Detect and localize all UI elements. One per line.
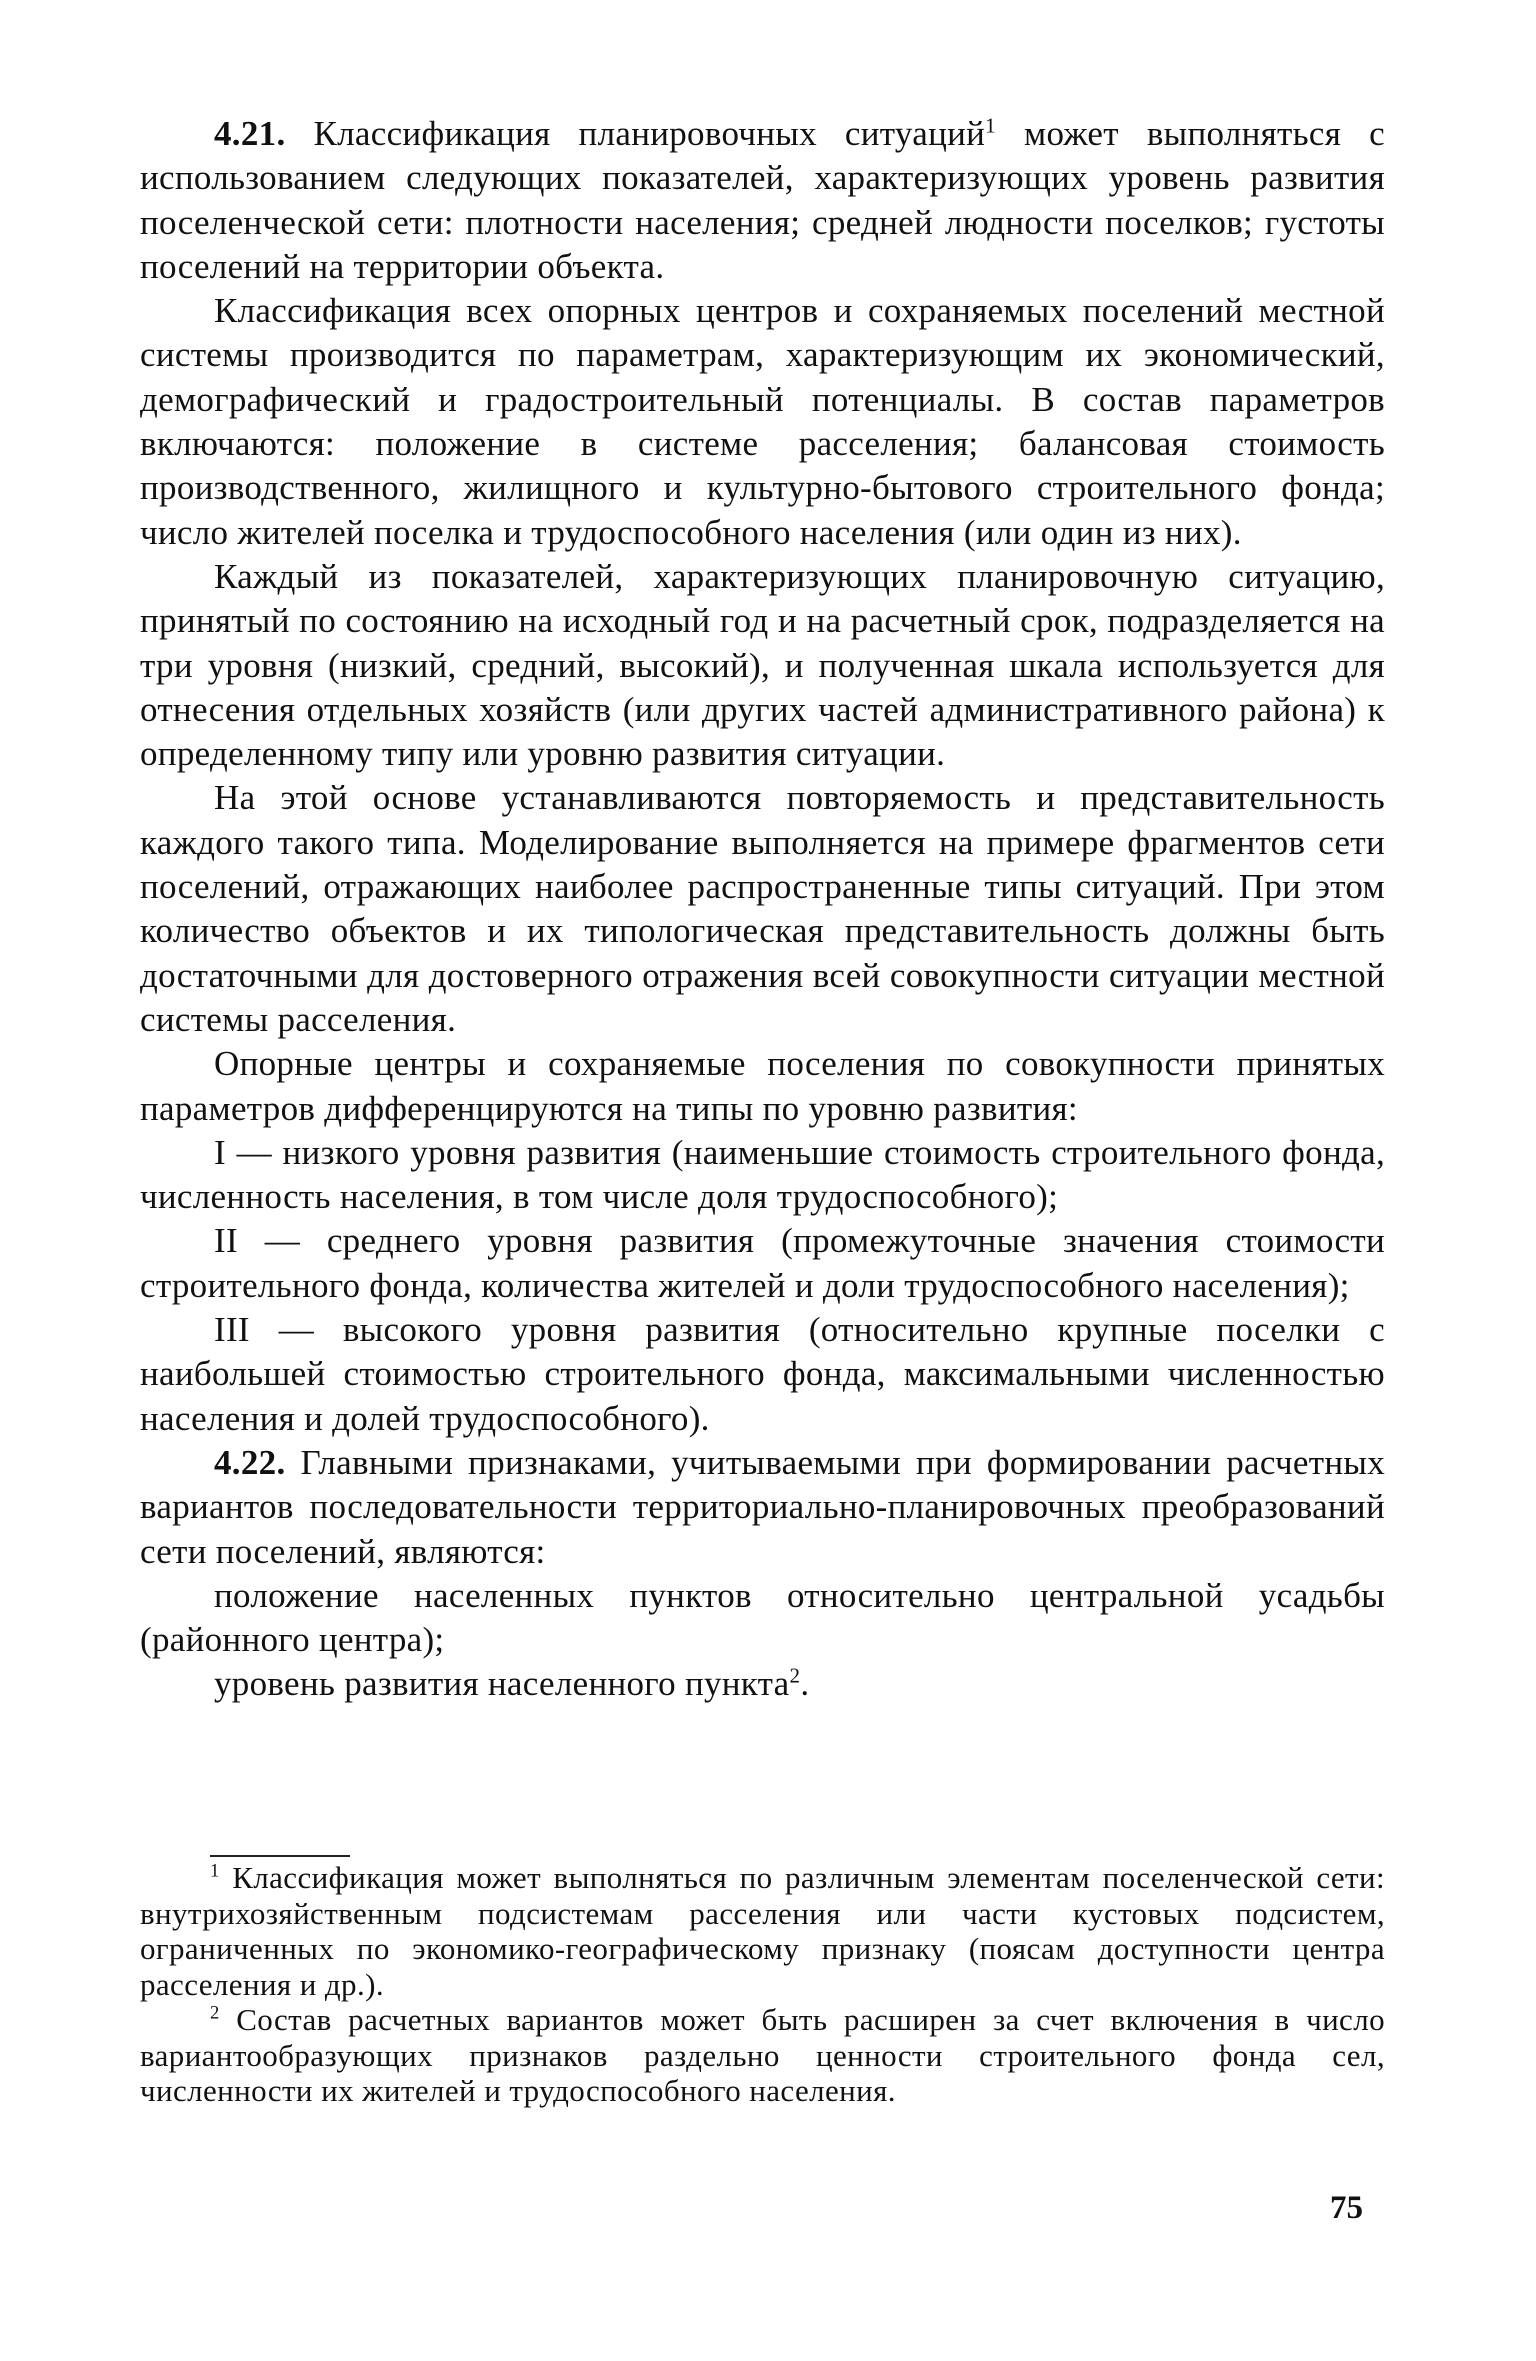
page-number: 75 — [1330, 2190, 1363, 2226]
list-item-type-3: III — высокого уровня развития (относительно крупные поселки с наибольшей стоимостью строительного фонда, максимальными численностью населения и долей трудоспособного). — [140, 1310, 1385, 1438]
footnote-ref: 2 — [789, 1663, 801, 1688]
paragraph: уровень развития населенного пункта$^2$. — [214, 1663, 810, 1704]
paragraph: Каждый из показателей, характеризующих планировочную ситуацию, принятый по состоянию на исходный год и на расчетный срок, подразделяется на три уровня (низкий, средний, высокий), и полученная шкала используется для отнесения отдельных хозяйств (или других частей административного района) к определенному типу или уровню развития ситуации. — [140, 556, 1385, 774]
paragraph-4-22: 4.22. Главными признаками, учитываемыми при формировании расчетных вариантов последовательности территориально-планировочных преобразований сети поселений, являются: — [140, 1442, 1385, 1571]
paragraph: положение населенных пунктов относительно центральной усадьбы (районного центра); — [140, 1575, 1385, 1660]
body-text — [140, 112, 1385, 1707]
section-number: 4.22. — [214, 1442, 286, 1482]
footnote-divider — [210, 1855, 350, 1857]
paragraph: На этой основе устанавливаются повторяемость и представительность каждого такого типа. Моделирование выполняется на примере фрагментов сети поселений, отражающих наиболее распространенные типы ситуаций. При этом количество объектов и их типологическая представительность должны быть достаточными для достоверного отражения всей совокупности ситуации местной системы расселения. — [140, 778, 1385, 1039]
footnotes — [140, 1860, 1385, 2109]
paragraph: Опорные центры и сохраняемые поселения по совокупности принятых параметров дифференцируются на типы по уровню развития: — [140, 1044, 1385, 1128]
list-item-type-2: II — среднего уровня развития (промежуточные значения стоимости строительного фонда, количества жителей и доли трудоспособного населения); — [140, 1221, 1385, 1305]
footnote-2: $^2$ Состав расчетных вариантов может быть расширен за счет включения в число вариантообразующих признаков раздельно ценности строительного фонда сел, численности их жителей и трудоспособного населения. — [140, 2002, 1385, 2108]
paragraph: Классификация всех опорных центров и сохраняемых поселений местной системы производится по параметрам, характеризующим их экономический, демографический и градостроительный потенциалы. В состав параметров включаются: положение в системе расселения; балансовая стоимость производственного, жилищного и культурно-бытового строительного фонда; число жителей поселка и трудоспособного населения (или один из них). — [140, 291, 1385, 552]
list-item-type-1: I — низкого уровня развития (наименьшие стоимость строительного фонда, численность населения, в том числе доля трудоспособного); — [140, 1132, 1385, 1217]
footnote-1: $^1$ Классификация может выполняться по различным элементам поселенческой сети: внутрихозяйственным подсистемам расселения или части кустовых подсистем, ограниченных по экономико-географическому признаку (поясам доступности центра расселения и др.). — [140, 1860, 1385, 2002]
section-number: 4.21. — [214, 114, 286, 153]
footnote-ref: 1 — [985, 113, 996, 138]
paragraph-4-21: 4.21. Классификация планировочных ситуаций$^1$ может выполняться с использованием следующих показателей, характеризующих уровень развития поселенческой сети: плотности населения; средней людности поселков; густоты поселений на территории объекта. — [140, 113, 1385, 286]
